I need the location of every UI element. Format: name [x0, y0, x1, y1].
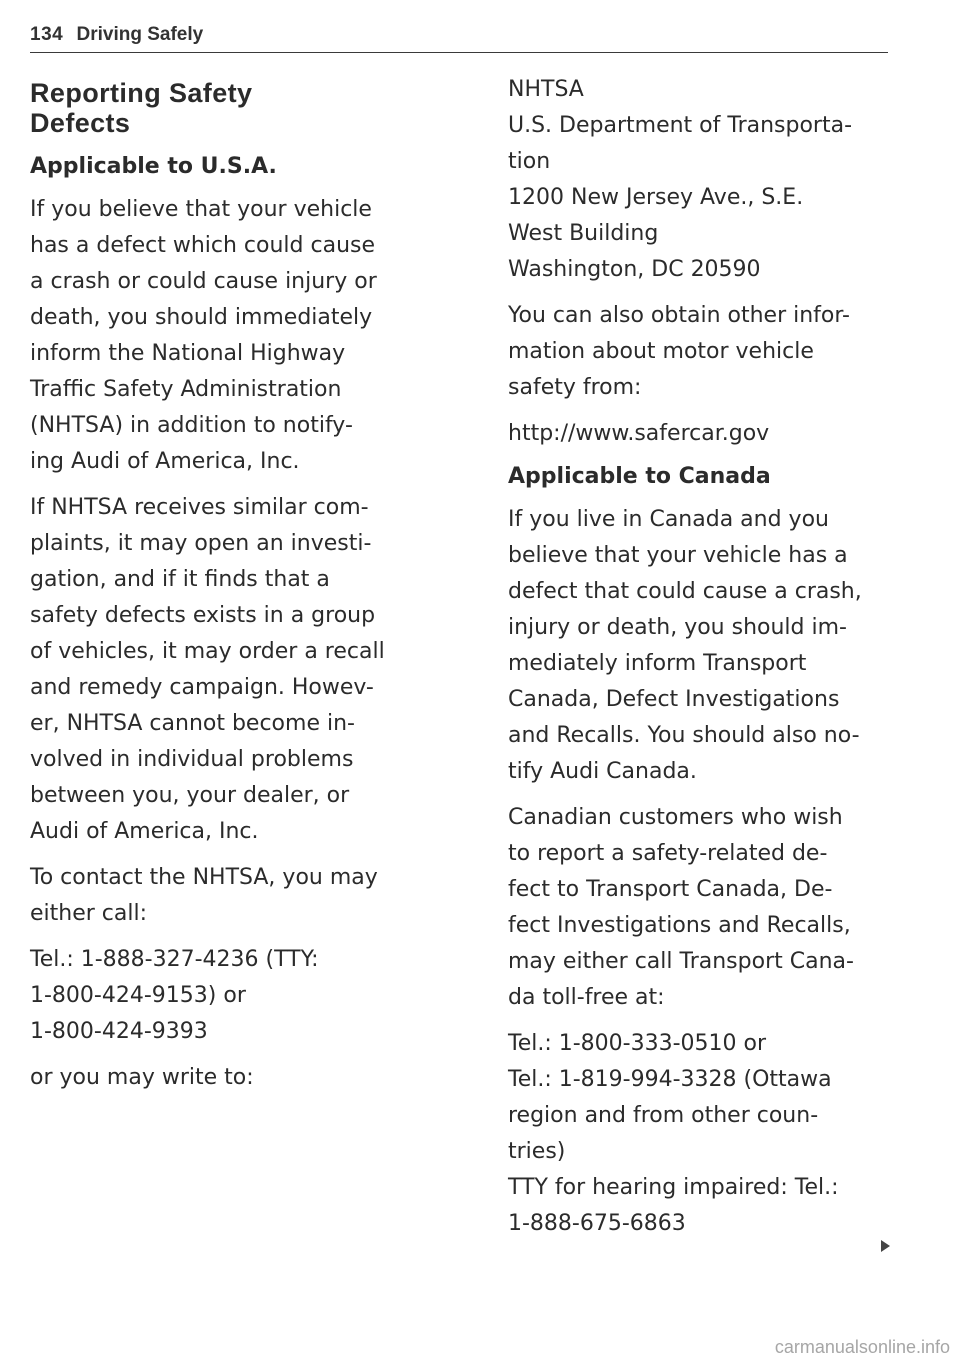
subheading-usa: Applicable to U.S.A.	[30, 154, 277, 179]
right-column	[508, 72, 908, 1242]
paragraph-other-info: You can also obtain other infor- mation about motor vehicle safety from:	[508, 303, 850, 400]
section-title: Driving Safely	[76, 24, 204, 45]
continue-arrow-icon	[881, 1240, 890, 1252]
paragraph-contact-nhtsa: To contact the NHTSA, you may either call:	[30, 865, 378, 926]
page-number: 134	[30, 24, 64, 45]
paragraph-nhtsa-complaints: If NHTSA receives similar com- plaints, it may open an investi- gation, and if it finds that a safety defects exists in a group of vehicles, it may order a recall and remedy campaign. Howev- er, NHTSA cannot become in- volved in individual problems between you, your dealer, or Audi of America, Inc.	[30, 495, 385, 844]
page-header	[30, 24, 888, 53]
paragraph-believe-defect: If you believe that your vehicle has a defect which could cause a crash or could cause injury or death, you should immediately inform the National Highway Traffic Safety Administration (NHTSA) in addition to notify- ing Audi of America, Inc.	[30, 197, 377, 474]
nhtsa-address: NHTSA U.S. Department of Transporta- tion 1200 New Jersey Ave., S.E. West Building Washington, DC 20590	[508, 77, 853, 282]
subheading-canada: Applicable to Canada	[508, 464, 771, 489]
paragraph-canada-defect: If you live in Canada and you believe that your vehicle has a defect that could cause a crash, injury or death, you should im- mediately inform Transport Canada, Defect Investigations and Recalls. You should also no- tify Audi Canada.	[508, 507, 862, 784]
left-column	[30, 72, 470, 1106]
page-title: Reporting Safety Defects	[30, 78, 253, 138]
paragraph-canadian-customers: Canadian customers who wish to report a safety-related de- fect to Transport Canada, De- fect Investigations and Recalls, may either call Transport Cana- da toll-free at:	[508, 805, 854, 1010]
paragraph-phone-numbers: Tel.: 1-888-327-4236 (TTY: 1-800-424-9153) or 1-800-424-9393	[30, 947, 319, 1044]
paragraph-write-to: or you may write to:	[30, 1065, 254, 1090]
watermark: carmanualsonline.info	[774, 1337, 950, 1357]
safercar-url: http://www.safercar.gov	[508, 421, 770, 446]
paragraph-canada-phones: Tel.: 1-800-333-0510 or Tel.: 1-819-994-3328 (Ottawa region and from other coun- tries) TTY for hearing impaired: Tel.: 1-888-675-6863	[508, 1031, 839, 1236]
